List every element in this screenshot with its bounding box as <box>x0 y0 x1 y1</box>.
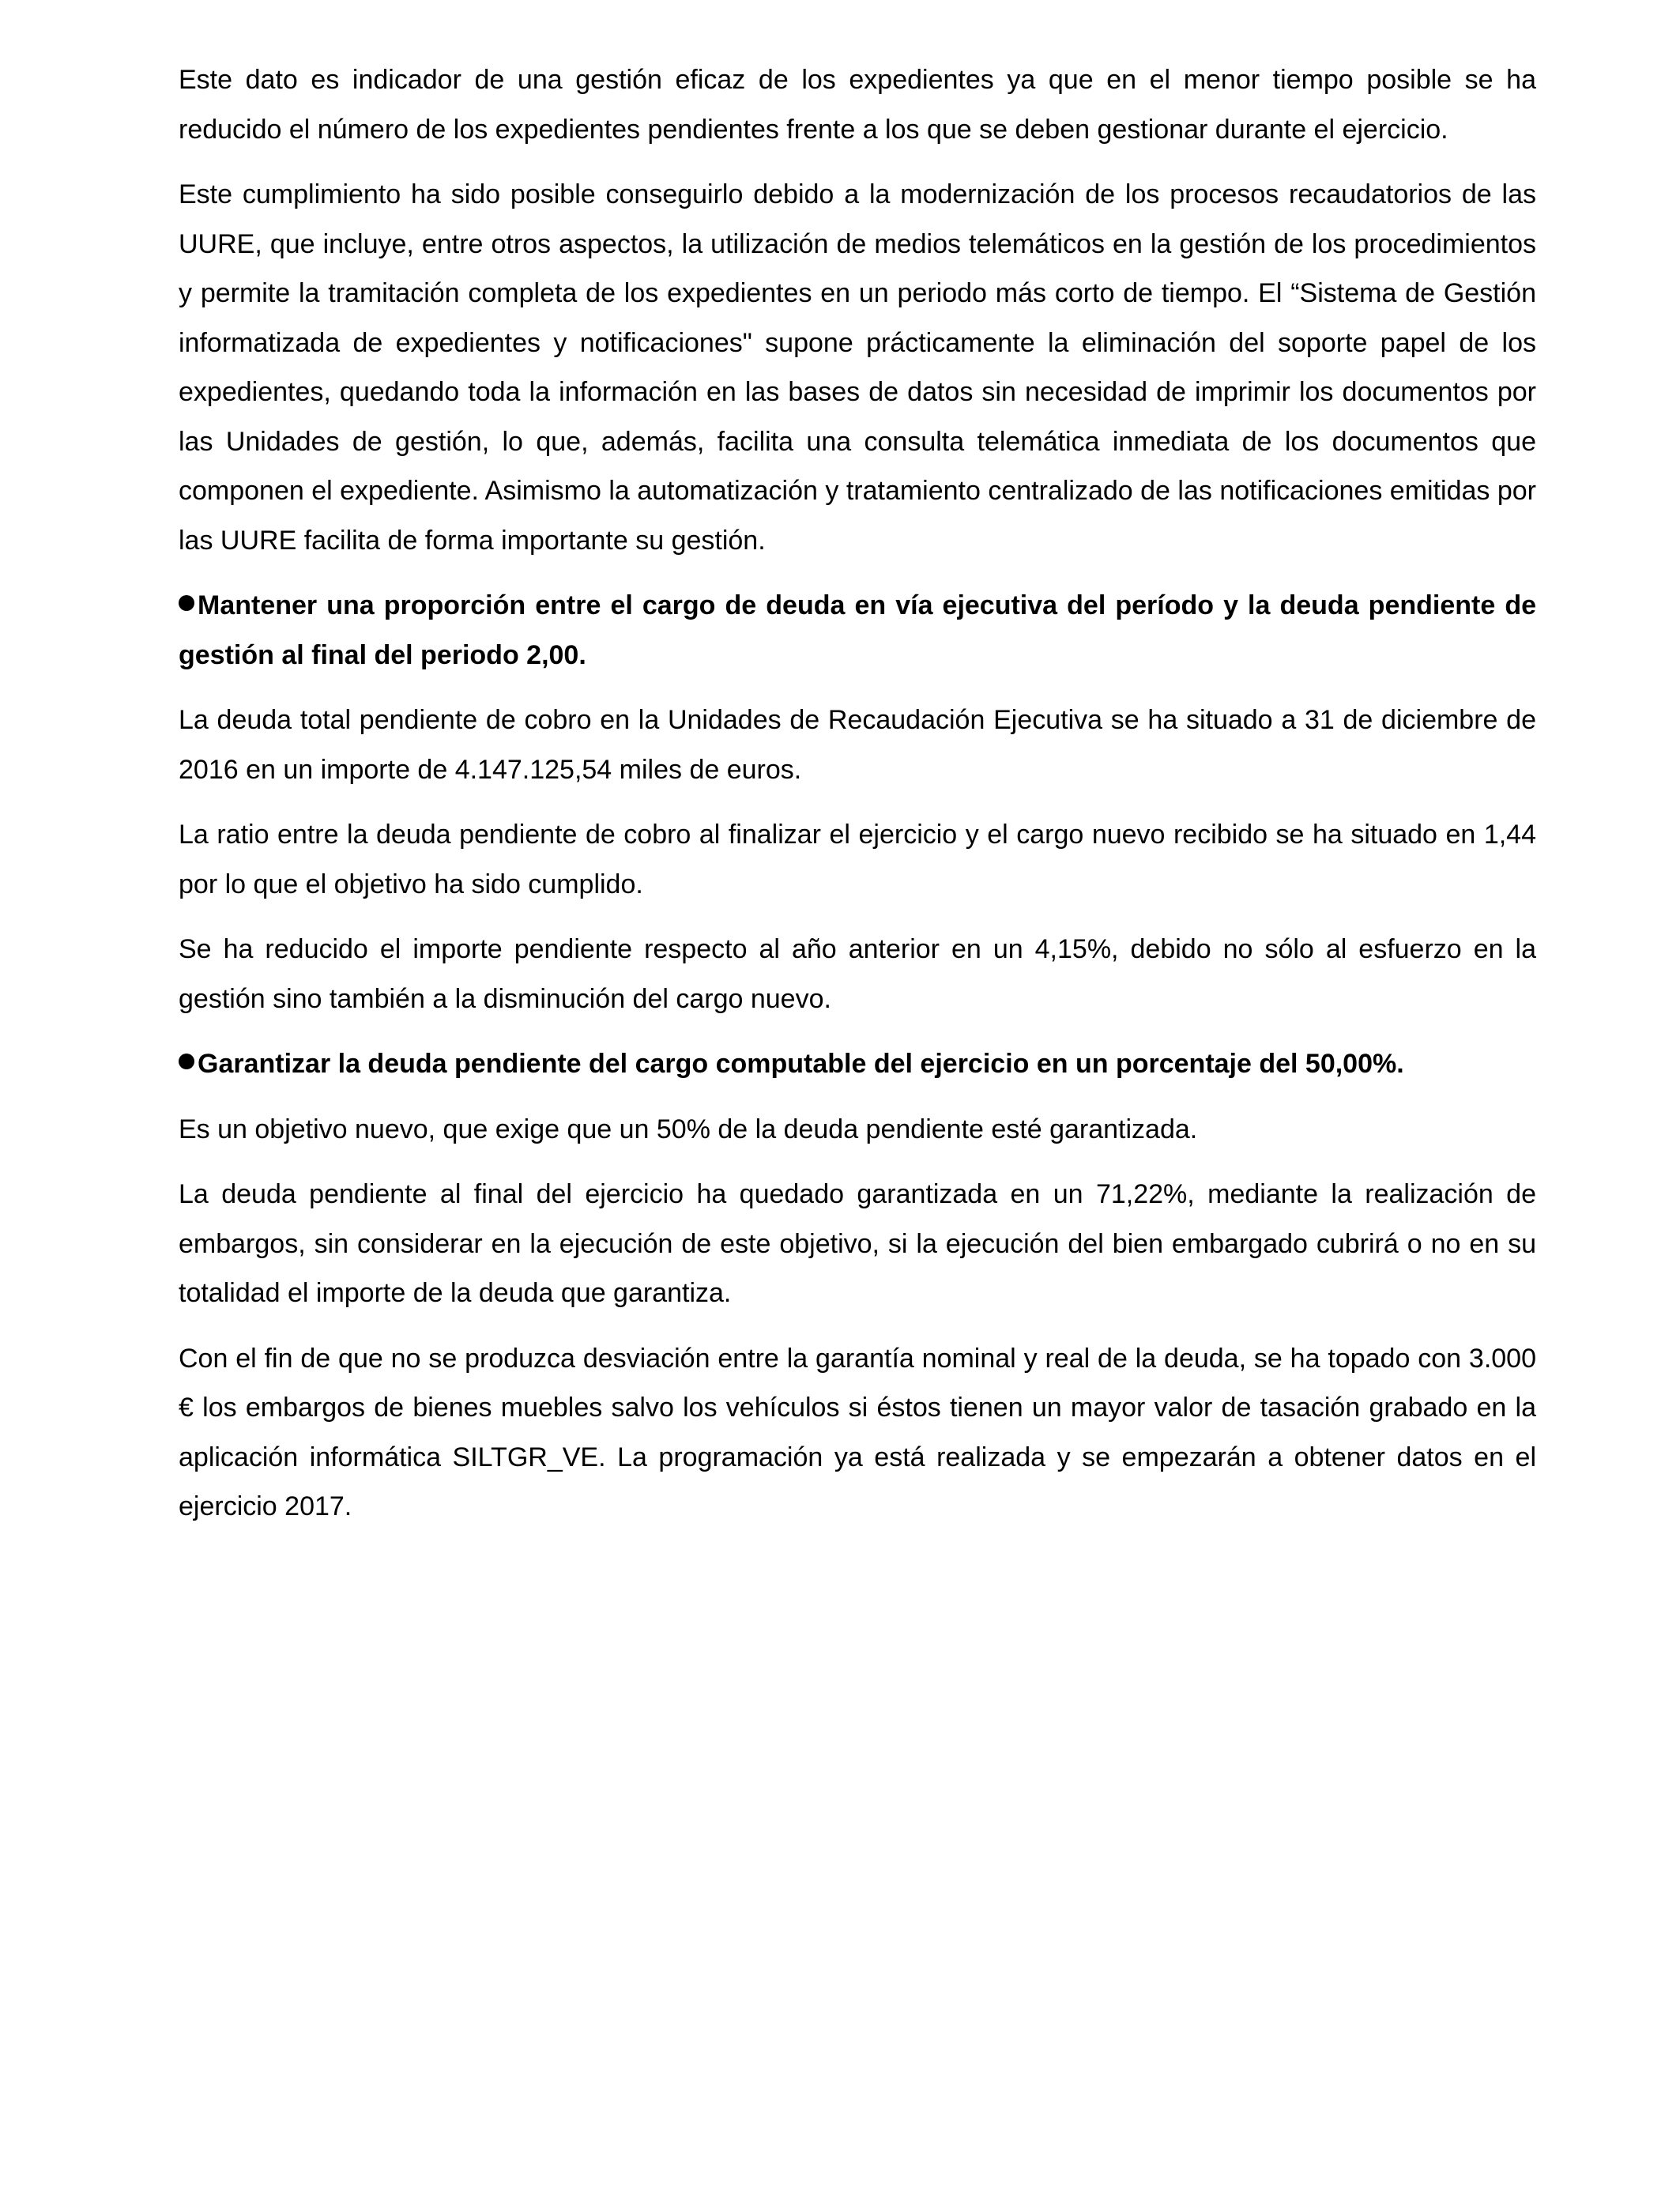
paragraph-ratio: La ratio entre la deuda pendiente de cobro al finalizar el ejercicio y el cargo nuevo recibido se ha situado en 1,44 por lo que el objetivo ha sido cumplido. <box>179 820 1536 899</box>
paragraph-desviacion: Con el fin de que no se produzca desviación entre la garantía nominal y real de la deuda, se ha topado con 3.000 € los embargos de bienes muebles salvo los vehículos si éstos tienen un mayor valor de tasación grabado en la aplicación informática SILTGR_VE. La programación ya está realizada y se empezarán a obtener datos en el ejercicio 2017. <box>179 1343 1536 1521</box>
bullet-objetivo-garantia <box>179 1039 1536 1089</box>
bullet-objetivo-garantia-text: Garantizar la deuda pendiente del cargo computable del ejercicio en un porcentaje del 50,00%. <box>198 1049 1404 1079</box>
paragraph-deuda-garantizada: La deuda pendiente al final del ejercicio ha quedado garantizada en un 71,22%, mediante la realización de embargos, sin considerar en la ejecución de este objetivo, si la ejecución del bien embargado cubrirá o no en su totalidad el importe de la deuda que garantiza. <box>179 1179 1536 1308</box>
bullet-icon <box>179 595 194 611</box>
paragraph-modernizacion: Este cumplimiento ha sido posible conseguirlo debido a la modernización de los procesos recaudatorios de las UURE, que incluye, entre otros aspectos, la utilización de medios telemáticos en la gestión de los procedimientos y permite la tramitación completa de los expedientes en un periodo más corto de tiempo. El “Sistema de Gestión informatizada de expedientes y notificaciones" supone prácticamente la eliminación del soporte papel de los expedientes, quedando toda la información en las bases de datos sin necesidad de imprimir los documentos por las Unidades de gestión, lo que, además, facilita una consulta telemática inmediata de los documentos que componen el expediente. Asimismo la automatización y tratamiento centralizado de las notificaciones emitidas por las UURE facilita de forma importante su gestión. <box>179 179 1536 556</box>
bullet-objetivo-proporcion <box>179 581 1536 680</box>
bullet-icon <box>179 1054 194 1069</box>
document-body <box>179 55 1536 1547</box>
bullet-objetivo-proporcion-text: Mantener una proporción entre el cargo de deuda en vía ejecutiva del período y la deuda pendiente de gestión al final del periodo 2,00. <box>179 590 1536 670</box>
paragraph-objetivo-nuevo: Es un objetivo nuevo, que exige que un 50% de la deuda pendiente esté garantizada. <box>179 1114 1198 1144</box>
paragraph-gestion-eficaz: Este dato es indicador de una gestión eficaz de los expedientes ya que en el menor tiempo posible se ha reducido el número de los expedientes pendientes frente a los que se deben gestionar durante el ejercicio. <box>179 65 1536 145</box>
paragraph-reduccion: Se ha reducido el importe pendiente respecto al año anterior en un 4,15%, debido no sólo al esfuerzo en la gestión sino también a la disminución del cargo nuevo. <box>179 934 1536 1014</box>
paragraph-deuda-total: La deuda total pendiente de cobro en la Unidades de Recaudación Ejecutiva se ha situado a 31 de diciembre de 2016 en un importe de 4.147.125,54 miles de euros. <box>179 705 1536 785</box>
